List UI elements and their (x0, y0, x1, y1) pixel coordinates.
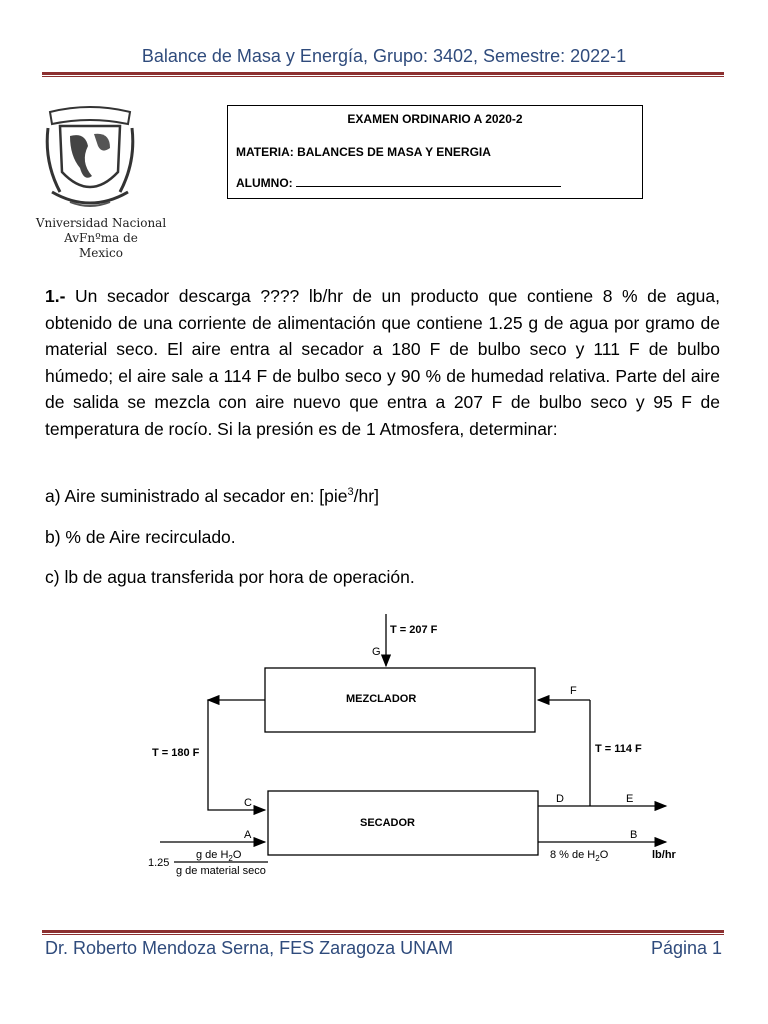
label-product: 8 % de $H_2O$ (550, 849, 609, 863)
footer-author: Dr. Roberto Mendoza Serna, FES Zaragoza UNAM (45, 938, 454, 958)
student-name-line[interactable] (296, 176, 561, 187)
label-t-g: T = 207 F (390, 624, 438, 636)
footer-rule-thin (42, 934, 724, 935)
label-dryer: SECADOR (360, 817, 416, 829)
question-b: b) % de Aire recirculado. (45, 527, 236, 547)
process-diagram (140, 606, 700, 886)
student-field[interactable] (236, 176, 561, 190)
exam-info-box (227, 105, 643, 199)
label-t-f: T = 114 F (595, 743, 642, 755)
label-f: F (570, 685, 577, 697)
header-rule-thin (42, 76, 724, 77)
university-line-1: Vniversidad Nacional (35, 216, 167, 230)
label-feed-coef: 1.25 (148, 857, 170, 869)
problem-number: 1.- (45, 286, 66, 306)
header-rule (42, 72, 724, 75)
label-product-unit: lb/hr (652, 849, 676, 861)
label-c: C (244, 797, 252, 809)
label-e: E (626, 793, 634, 805)
university-line-3: Mexico (79, 246, 123, 260)
university-name (28, 216, 174, 261)
student-label: ALUMNO: (236, 176, 293, 190)
label-feed-den: g de material seco (176, 865, 266, 877)
problem-text: Un secador descarga ???? lb/hr de un producto que contiene 8 % de agua, obtenido de una corriente de alimentación que contiene 1.25 g de agua por gramo de material seco. El aire entra al secador a 180 F de bulbo seco y 111 F de bulbo húmedo; el aire sale a 114 F de bulbo seco y 90 % de humedad relativa. Parte del aire de salida se mezcla con aire nuevo que entra a 207 F de bulbo seco y 95 F de temperatura de rocío. Si la presión es de 1 Atmosfera, determinar: (45, 286, 720, 439)
label-mixer: MEZCLADOR (346, 693, 417, 705)
label-a: A (244, 829, 252, 841)
exam-subject: MATERIA: BALANCES DE MASA Y ENERGIA (236, 145, 491, 159)
stream-c-line (208, 700, 265, 810)
label-g: G (372, 646, 381, 658)
page-header: Balance de Masa y Energía, Grupo: 3402, Semestre: 2022-1 (141, 46, 627, 66)
footer-page-number: Página 1 (650, 938, 722, 958)
label-b: B (630, 829, 638, 841)
problem-statement (45, 283, 720, 442)
label-t-c: T = 180 F (152, 747, 200, 759)
label-d: D (556, 793, 564, 805)
exam-title: EXAMEN ORDINARIO A 2020-2 (347, 112, 523, 126)
unam-crest-icon (40, 102, 140, 214)
footer-rule (42, 930, 724, 933)
question-c: c) lb de agua transferida por hora de operación. (45, 567, 415, 587)
university-line-2: AvFnºma de (64, 231, 138, 245)
label-feed-num: g de $H_2O$ (196, 849, 242, 863)
question-a: a) Aire suministrado al secador en: [pie$^3$/hr] (45, 486, 379, 506)
